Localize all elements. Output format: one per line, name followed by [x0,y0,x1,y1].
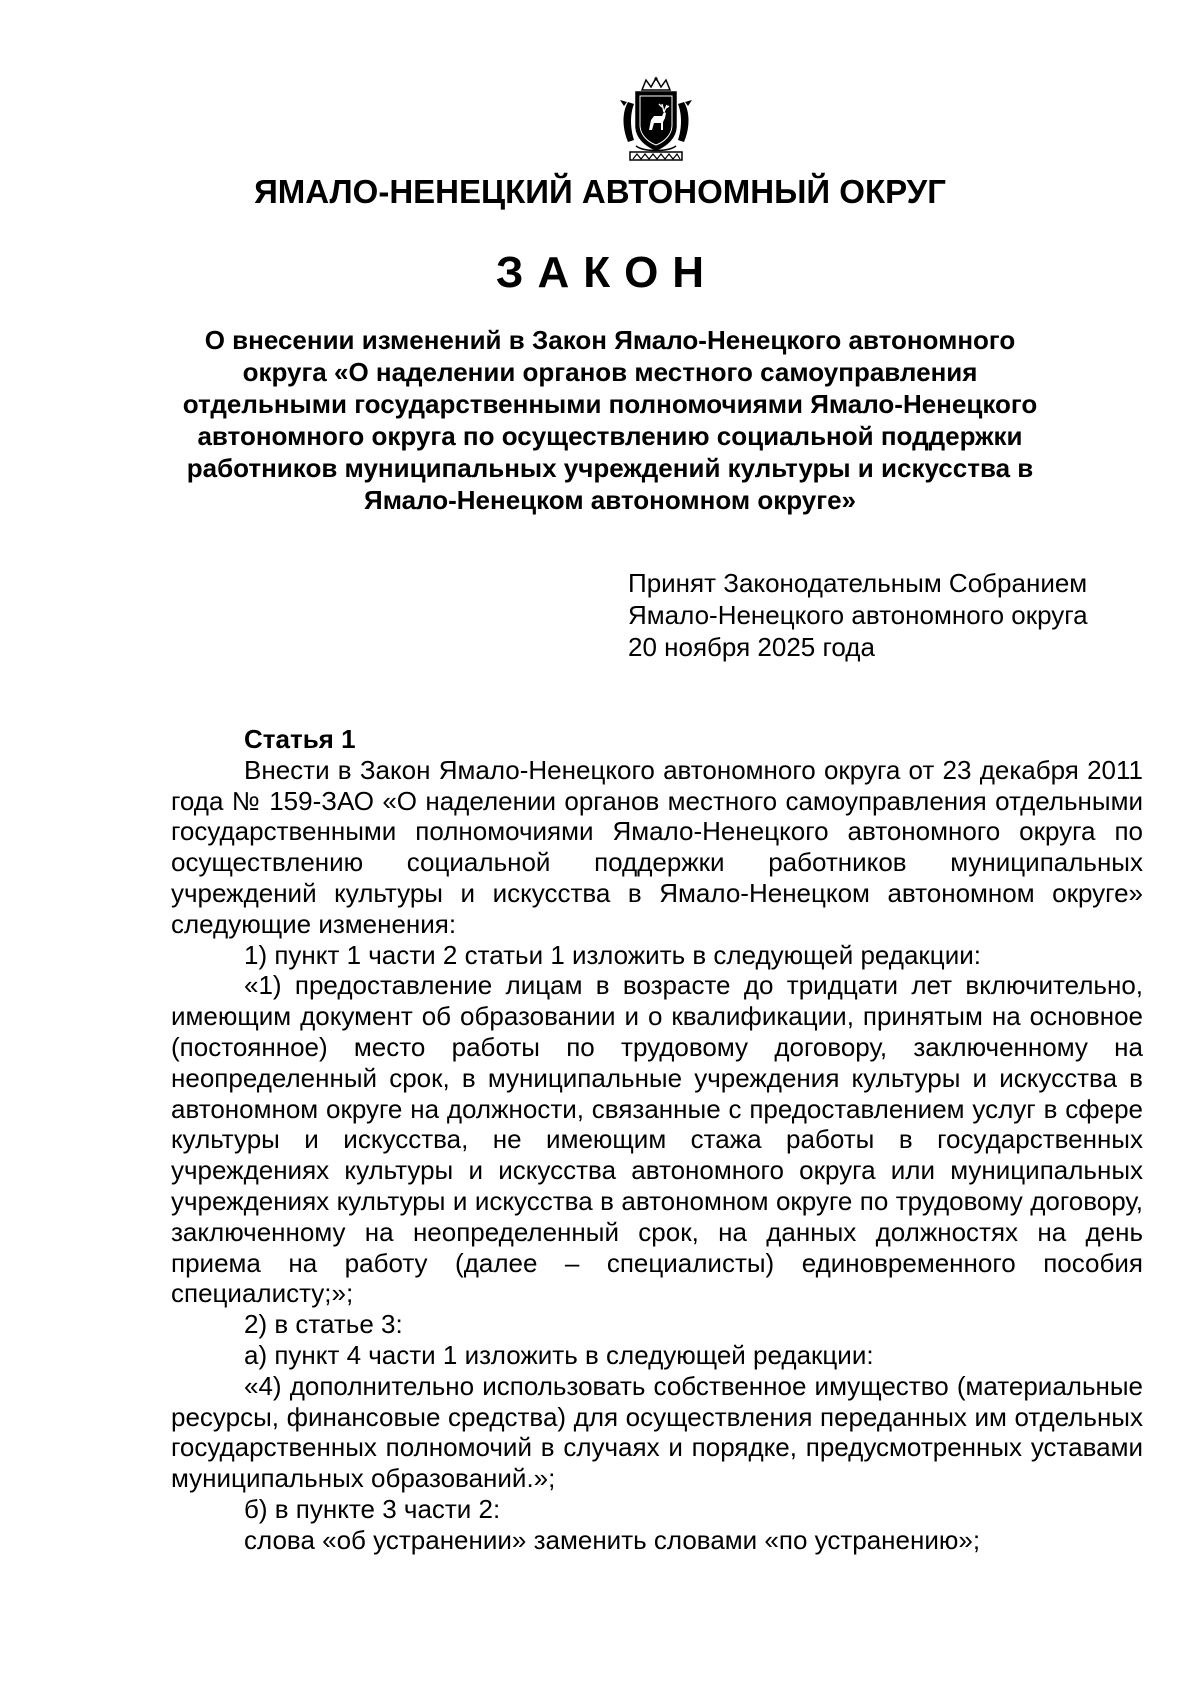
coat-of-arms-icon [618,76,694,166]
region-title: ЯМАЛО-НЕНЕЦКИЙ АВТОНОМНЫЙ ОКРУГ [254,173,946,210]
article-paragraph: слова «об устранении» заменить словами «по устранению»; [244,1524,981,1555]
adoption-date: 20 ноября 2025 года [628,632,875,662]
article-paragraph: Внести в Закон Ямало-Ненецкого автономного округа от 23 декабря 2011 года № 159-ЗАО «О наделении органов местного самоуправления отдельными государственными полномочиями Ямало-Ненецкого автономного округа по осуществлению социальной поддержки работников муниципальных учреждений культуры и искусства в Ямало-Ненецком автономном округе» следующие изменения: [171,754,1143,939]
adoption-line: Ямало-Ненецкого автономного округа [628,600,1088,630]
document-type-title: ЗАКОН [495,248,719,297]
adoption-note [628,567,1148,663]
article-paragraph: а) пункт 4 части 1 изложить в следующей редакции: [244,1339,874,1370]
article-paragraph: 1) пункт 1 части 2 статьи 1 изложить в следующей редакции: [244,939,981,970]
law-subject-title: О внесении изменений в Закон Ямало-Ненецкого автономного округа «О наделении органов местного самоуправления отдельными государственными полномочиями Ямало-Ненецкого автономного округа по осуществлению социальной поддержки работников муниципальных учреждений культуры и искусства в Ямало-Ненецком автономном округе» [182,325,1038,515]
article-heading: Статья 1 [244,724,356,754]
article-body [171,724,1143,1556]
article-paragraph: 2) в статье 3: [244,1309,403,1340]
article-paragraph: «1) предоставление лицам в возрасте до тридцати лет включительно, имеющим документ об образовании и о квалификации, принятым на основное (постоянное) место работы по трудовому договору, заключенному на неопределенный срок, в муниципальные учреждения культуры и искусства в автономном округе на должности, связанные с предоставлением услуг в сфере культуры и искусства, не имеющим стажа работы в государственных учреждениях культуры и искусства автономного округа или муниципальных учреждениях культуры и искусства в автономном округе по трудовому договору, заключенному на неопределенный срок, на данных должностях на день приема на работу (далее – специалисты) единовременного пособия специалисту;»; [171,970,1143,1309]
adoption-line: Принят Законодательным Собранием [628,568,1088,598]
article-paragraph: б) в пункте 3 части 2: [244,1493,501,1524]
article-paragraph: «4) дополнительно использовать собственное имущество (материальные ресурсы, финансовые средства) для осуществления переданных им отдельных государственных полномочий в случаях и порядке, предусмотренных уставами муниципальных образований.»; [171,1370,1143,1494]
